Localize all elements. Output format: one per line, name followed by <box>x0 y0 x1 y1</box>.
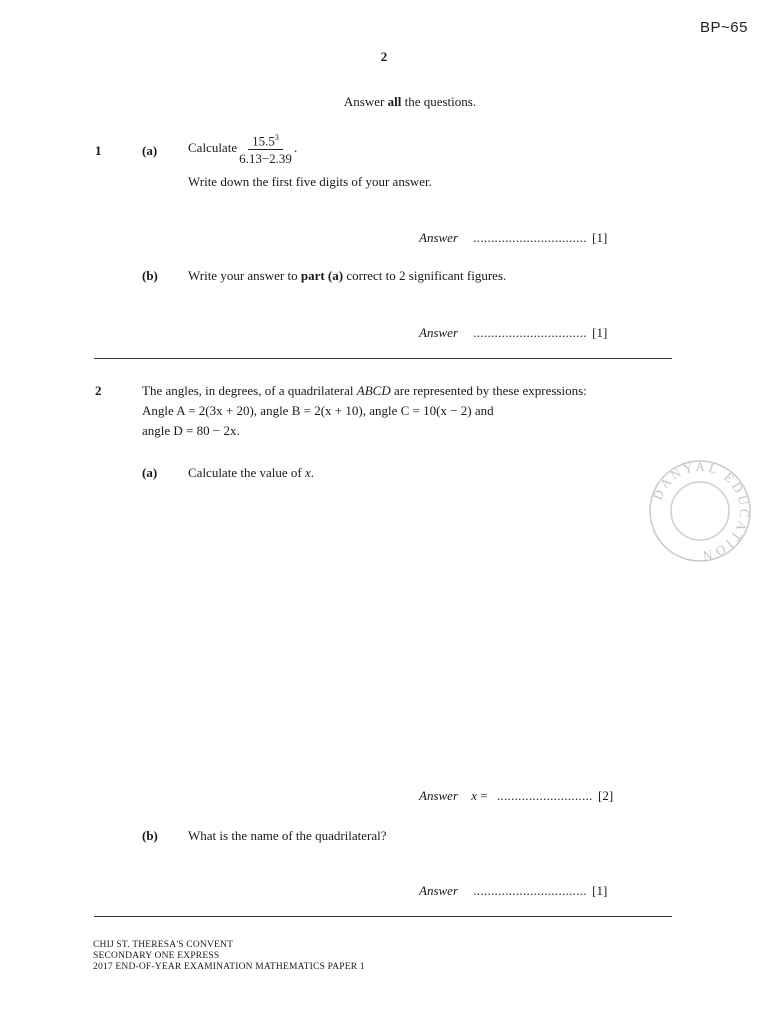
instruction-bold: all <box>387 94 402 109</box>
document-code: BP~65 <box>700 19 748 36</box>
question-2-stem <box>142 380 682 441</box>
answer-label: Answer <box>419 230 458 245</box>
stamp-text: DANYAL EDUCATION <box>649 459 753 563</box>
question-1a-expression <box>188 130 297 166</box>
footer-line-3: 2017 END-OF-YEAR EXAMINATION MATHEMATICS PAPER 1 <box>93 962 365 972</box>
answer-line-2a <box>419 788 613 804</box>
calculate-word: Calculate <box>188 140 238 156</box>
question-1-number: 1 <box>95 143 102 158</box>
q1b-text-bold: part (a) <box>300 268 344 283</box>
q2-line1-pre: The angles, in degrees, of a quadrilateral <box>142 383 357 398</box>
divider-line <box>94 358 672 359</box>
fraction-numerator <box>248 130 283 150</box>
instruction-text <box>0 94 768 110</box>
instruction-pre: Answer <box>343 94 388 109</box>
answer-dots: ................................ <box>473 230 587 245</box>
marks: [1] <box>592 325 608 340</box>
answer-equals: = <box>477 788 488 803</box>
footer-line-2: SECONDARY ONE EXPRESS <box>93 951 220 961</box>
page-number: 2 <box>380 49 388 64</box>
q1b-text-pre: Write your answer to <box>188 268 301 283</box>
q1b-text-post: correct to 2 significant figures. <box>343 268 507 283</box>
question-2b-text: What is the name of the quadrilateral? <box>188 828 387 843</box>
fraction <box>239 130 292 166</box>
fraction-denominator: 6.13−2.39 <box>239 151 292 167</box>
question-1b-text <box>188 265 506 286</box>
divider-line <box>94 916 672 917</box>
answer-line-2b <box>419 883 607 899</box>
q2a-text-post: . <box>310 465 314 480</box>
numerator-exponent: 3 <box>274 133 279 142</box>
marks: [2] <box>597 788 614 803</box>
answer-dots: ................................ <box>473 883 587 898</box>
q2-line1-italic: ABCD <box>356 383 391 398</box>
footer <box>93 940 365 973</box>
question-1a-label: (a) <box>142 143 158 158</box>
danyal-education-stamp <box>646 459 754 567</box>
question-2b-label: (b) <box>142 828 158 843</box>
question-2a-label: (a) <box>142 465 158 480</box>
marks: [1] <box>592 230 608 245</box>
answer-line-1a <box>419 230 607 246</box>
answer-variable: x <box>471 788 478 803</box>
answer-label: Answer <box>419 325 458 340</box>
q2-line1 <box>142 380 682 401</box>
q2-line3: angle D = 80 − 2x. <box>142 423 240 438</box>
question-2-number: 2 <box>95 383 102 398</box>
marks: [1] <box>592 883 608 898</box>
question-1b-label: (b) <box>142 268 158 283</box>
instruction-post: the questions. <box>401 94 477 109</box>
numerator-base: 15.5 <box>252 133 275 149</box>
answer-label: Answer <box>419 788 458 803</box>
q2a-text-var: x <box>304 465 311 480</box>
answer-label: Answer <box>419 883 458 898</box>
q2-line2: Angle A = 2(3x + 20), angle B = 2(x + 10), angle C = 10(x − 2) and <box>142 403 494 418</box>
q2a-text-pre: Calculate the value of <box>188 465 305 480</box>
answer-dots: ........................... <box>496 788 593 803</box>
fraction-period: . <box>293 140 298 156</box>
stamp-seal-icon <box>646 459 754 563</box>
q2-line1-post: are represented by these expressions: <box>390 383 587 398</box>
question-1a-instruction: Write down the first five digits of your answer. <box>188 174 432 189</box>
footer-line-1: CHIJ ST. THERESA'S CONVENT <box>93 940 234 950</box>
answer-dots: ................................ <box>473 325 587 340</box>
question-2a-text <box>188 462 314 483</box>
answer-line-1b <box>419 325 607 341</box>
